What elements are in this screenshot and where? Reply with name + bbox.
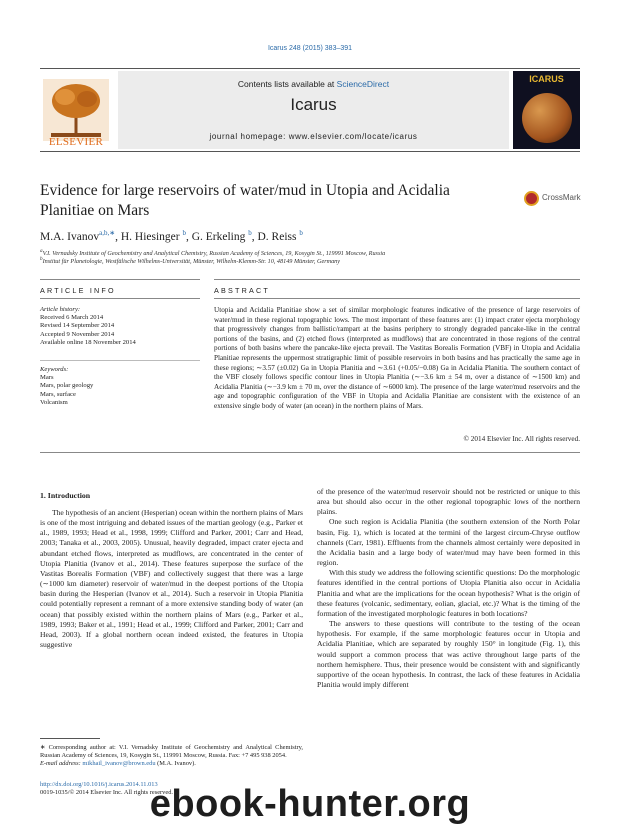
history-received: Received 6 March 2014 — [40, 314, 104, 322]
section-heading: 1. Introduction — [40, 491, 91, 500]
body-paragraph: of the presence of the water/mud reservoir should not be restricted or unique to this area but should also occur in the other regional topographic lows of the northern plains. — [317, 487, 580, 517]
masthead-top-rule — [40, 68, 580, 69]
author-affiliation-mark[interactable]: b — [299, 229, 303, 237]
history-online: Available online 18 November 2014 — [40, 338, 136, 346]
cover-planet-image — [522, 93, 572, 143]
footnote-text: ∗ Corresponding author at: V.I. Vernadsky Institute of Geochemistry and Analytical Chemistry, Russian Academy of Sciences, 19, Kosygin St., 119991 Moscow, Russia. Fax: +7 495 938 2054. — [40, 744, 303, 760]
body-paragraph: With this study we address the following scientific questions: Do the morphologic features identified in the central portions of Utopia Planitia also occur in Acidalia Planitia and what are the implications for the ocean hypothesis? What is the origin of these features (volcanic, sedimentary, eolian, glacial, etc.)? What is the timing of the formation of the investigated morphologic features in both locations? — [317, 568, 580, 618]
author-affiliation-mark[interactable]: b — [248, 229, 252, 237]
author-list: M.A. Ivanov$^{a,b,∗}$, H. Hiesinger $^b$, G. Erkeling $^b$, D. Reiss $^b$ — [40, 229, 303, 243]
footnote-rule — [40, 738, 100, 739]
email-label: E-mail address: — [40, 760, 81, 768]
history-label: Article history: — [40, 306, 81, 313]
journal-homepage[interactable]: journal homepage: www.elsevier.com/locate/icarus — [209, 132, 418, 141]
article-info-rule-lower — [40, 298, 200, 299]
contents-prefix: Contents lists available at — [237, 79, 337, 89]
author-name[interactable]: M.A. Ivanov — [40, 230, 100, 243]
email-suffix: (M.A. Ivanov). — [157, 760, 196, 768]
article-info-heading: ARTICLE INFO — [40, 286, 116, 295]
history-accepted: Accepted 9 November 2014 — [40, 330, 115, 338]
affiliation-mark: b — [40, 256, 43, 262]
keywords-rule — [40, 360, 200, 361]
crossmark-label: CrossMark — [542, 193, 581, 202]
front-matter-bottom-rule — [40, 452, 580, 453]
body-paragraph: The hypothesis of an ancient (Hesperian) ocean within the northern plains of Mars is one of the most intriguing and debated issues of the martian geology (e.g., Parker et al., 1989, 1993; Head et al., 1998, 1999; Clifford and Parker, 2001; Carr and Head, 2003; Tanaka et al., 2003, 2005). Unusual, heavily degraded, impact crater ejecta and abundant etched flows, interpreted as mudflows, are concentrated in the center of Utopia Planitia (Ivanov et al., 2014). These features superpose the surface of the Vastitas Borealis Formation (VBF) and collectively suggest that there was a large (∼1000 km diameter) reservoir of water/mud in the deepest portions of the Utopia basin during the Hesperian (Ivanov et al., 2014). Such a reservoir in Utopia Planitia could potentially represent a remnant of a more extensive standing body of water (an ocean) that possibly existed within the northern plains of Mars (e.g., Parker et al., 1989, 1993; Baker et al., 1991; Head et al., 1999; Clifford and Parker, 2001; Carr and Head, 2003). If a global northern ocean indeed existed, the features in Utopia suggestive — [40, 508, 303, 650]
email-link[interactable]: mikhail_ivanov@brown.edu — [82, 760, 156, 768]
abstract-rule — [214, 279, 580, 280]
author-affiliation-mark[interactable]: b — [182, 229, 186, 237]
keyword: Mars — [40, 374, 54, 382]
doi-link[interactable]: http://dx.doi.org/10.1016/j.icarus.2014.11.013 — [40, 781, 158, 788]
affiliation-text: V.I. Vernadsky Institute of Geochemistry and Analytical Chemistry, Russian Academy of Sciences, 19, Kosygin St., 119991 Moscow, Russia — [42, 250, 386, 258]
email-line — [40, 760, 303, 768]
issn-copyright: 0019-1035/© 2014 Elsevier Inc. All rights reserved. — [40, 789, 173, 797]
body-column-left — [40, 508, 303, 650]
sciencedirect-link[interactable]: ScienceDirect — [336, 79, 390, 89]
article-title: Evidence for large reservoirs of water/mud in Utopia and Acidalia Planitiae on Mars — [40, 182, 450, 219]
copyright-line: © 2014 Elsevier Inc. All rights reserved. — [463, 435, 580, 443]
contents-line — [118, 79, 509, 89]
affiliation-mark: a — [40, 248, 43, 254]
abstract-text: Utopia and Acidalia Planitiae show a set of similar morphologic features indicative of the presence of large reservoirs of water/mud in these regional topographic lows. The most important of these features are: (1) impact crater ejecta morphology that progressively changes from ballistic/rampart at the basins periphery to strongly degraded pancake-like in the central portions of the basins, and (2) etched flows (interpreted as mudflows) that are concentrated in those regions of the central portions of both basins where the pancake-like ejecta prevail. The Vastitas Borealis Formation (VBF) in Utopia and Acidalia Planitiae represents the uppermost stratigraphic limit of possible reservoirs in both basins and has practically the same age in these regions; ∼3.57 (±0.02) Ga in Utopia Planitia and ∼3.61 (+0.05/−0.08) Ga in Acidalia Planitia. The southern contact of the VBF closely follows specific contour lines in Utopia Planitia (∼−3.6 km ± 54 m, over a distance of ∼1500 km) and Acidalia Planitia (∼−3.9 km ± 70 m, over the distance of ∼6000 km). The presence of the large water/mud reservoirs and the age and topographic configuration of the VBF in Utopia and Acidalia Planitiae are consistent with the existence of an extensive single body of water (an ocean) in the northern plains of Mars. — [214, 306, 580, 410]
body-paragraph: One such region is Acidalia Planitia (the southern extension of the North Polar basin, Fig. 1), which is located at the termini of the largest circum-Chryse outflow channels (Carr, 1981). Effluents from the channels almost certainly were deposited in the Acidalia basin and a large body of water/mud may have been formed in this region. — [317, 517, 580, 568]
journal-citation[interactable]: Icarus 248 (2015) 383–391 — [267, 45, 353, 52]
article-info-rule — [40, 279, 200, 280]
corresponding-author-footnote — [40, 744, 303, 769]
keyword: Volcanism — [40, 398, 68, 406]
masthead-bottom-rule — [40, 151, 580, 152]
abstract-rule-lower — [214, 298, 580, 299]
author-affiliation-mark[interactable]: a,b,∗ — [99, 229, 116, 237]
affiliation-text: Institut für Planetologie, Westfälische Wilhelms-Universität, Münster, Wilhelm-Klemm-Str. 10, 48149 Münster, Germany — [42, 258, 341, 266]
journal-cover-image — [513, 71, 580, 149]
author-name[interactable]: G. Erkeling — [191, 230, 246, 243]
keywords-block — [40, 366, 200, 407]
author-name[interactable]: H. Hiesinger — [120, 230, 180, 243]
article-history — [40, 306, 200, 347]
keywords-label: Keywords: — [40, 366, 69, 373]
body-column-right — [317, 487, 580, 690]
cover-title: ICARUS — [529, 74, 564, 84]
history-revised: Revised 14 September 2014 — [40, 322, 115, 330]
keyword: Mars, polar geology — [40, 382, 94, 390]
author-name[interactable]: D. Reiss — [257, 230, 297, 243]
abstract-heading: ABSTRACT — [214, 286, 270, 295]
watermark: ebook-hunter.org — [149, 783, 471, 825]
body-paragraph: The answers to these questions will contribute to the testing of the ocean hypothesis. For example, if the same morphologic features occur in Utopia and Acidalia Planitiae, which are separated by roughly 150° in longitude (Fig. 1), this would support a common process that was active throughout large parts of the northern hemisphere. Thus, their presence would be consistent with and significantly supportive of the ocean hypothesis. In contrast, the lack of these features in Acidalia Planitia would imply different — [317, 619, 580, 689]
journal-title: Icarus — [290, 95, 337, 114]
crossmark-icon — [524, 191, 539, 206]
elsevier-wordmark: ELSEVIER — [48, 136, 104, 148]
affiliation-b — [40, 256, 580, 265]
keyword: Mars, surface — [40, 390, 76, 398]
